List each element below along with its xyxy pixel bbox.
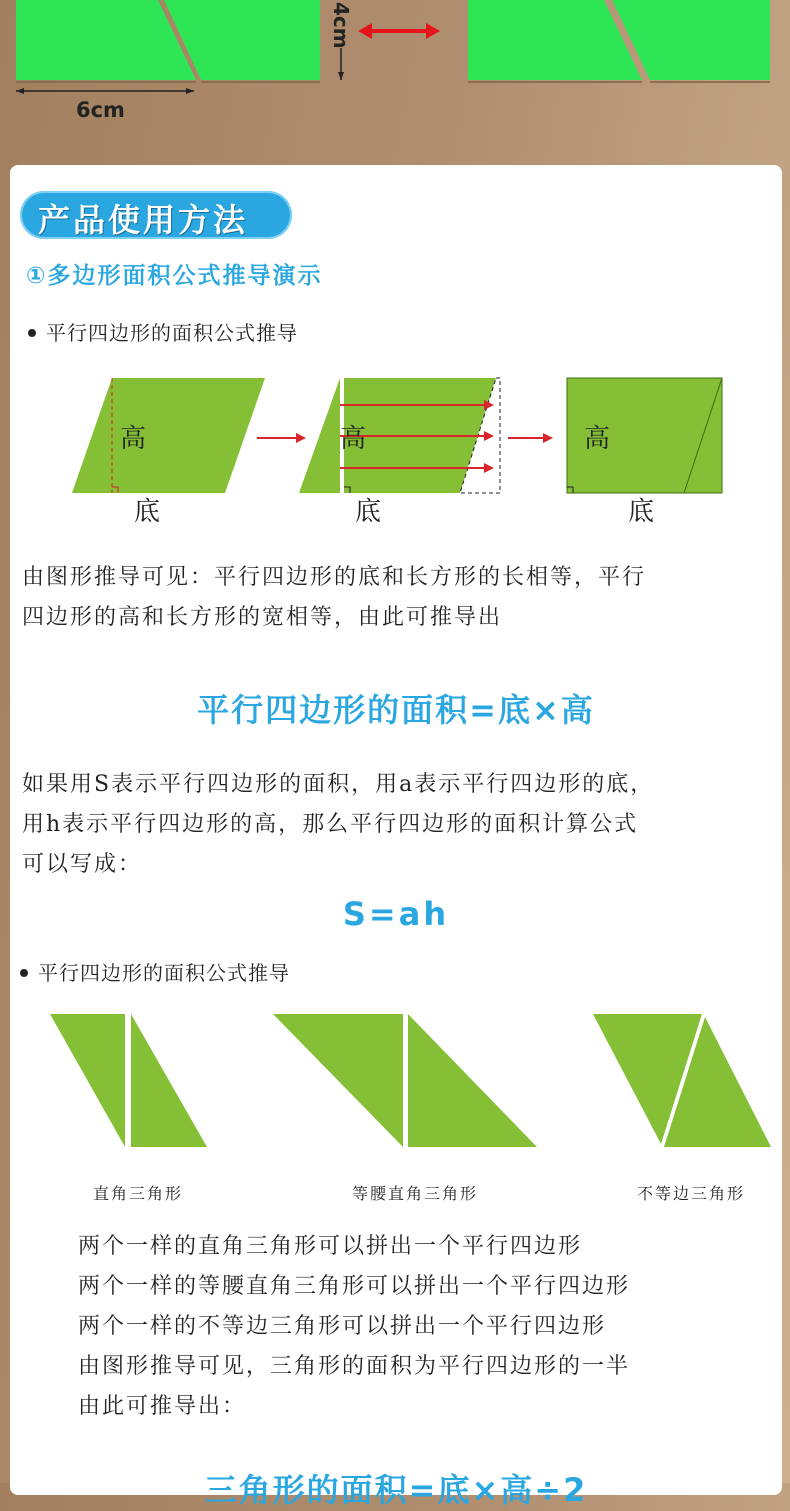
fig3-base-label: 底 (628, 497, 655, 527)
fig3-height-label: 高 (584, 424, 611, 454)
usage-card (10, 165, 782, 1509)
right-shape-piece-1 (468, 0, 642, 80)
paragraph-2 (22, 765, 654, 885)
parallelogram-derivation-diagram (10, 365, 782, 535)
fig2-height-label: 高 (340, 424, 367, 454)
parallelogram-area-formula: 平行四边形的面积=底×高 (197, 691, 595, 729)
right-triangle-1 (50, 1014, 125, 1147)
paragraph-1-line-2: 四边形的高和长方形的宽相等，由此可推导出 (22, 605, 503, 630)
top-illustration (0, 0, 790, 165)
left-shape-piece-1 (16, 0, 196, 80)
paragraph-2-line-1: 如果用S表示平行四边形的面积，用a表示平行四边形的底， (22, 772, 655, 797)
triangles-line-3: 两个一样的不等边三角形可以拼出一个平行四边形 (78, 1314, 607, 1339)
width-label: 6cm (76, 98, 125, 122)
cut-triangle (299, 378, 340, 493)
parallelogram-shape (72, 378, 265, 493)
fig2-base-label: 底 (355, 497, 382, 527)
paragraph-1 (22, 558, 646, 638)
triangles-diagram (10, 1005, 782, 1155)
triangle-area-formula: 三角形的面积=底×高÷2 (204, 1471, 588, 1509)
isosceles-triangle-2 (408, 1014, 537, 1147)
triangles-line-1: 两个一样的直角三角形可以拼出一个平行四边形 (78, 1234, 583, 1259)
right-triangle-label: 直角三角形 (93, 1184, 184, 1203)
fig1-height-label: 高 (120, 424, 147, 454)
right-triangle-2 (131, 1014, 207, 1147)
section-title-pill (20, 191, 292, 239)
triangles-paragraph (78, 1227, 630, 1427)
paragraph-1-line-1: 由图形推导可见：平行四边形的底和长方形的长相等，平行 (22, 565, 647, 590)
triangles-bullet: 平行四边形的面积公式推导 (20, 957, 290, 986)
section-title: 产品使用方法 (38, 201, 249, 239)
triangles-line-5: 由此可推导出： (78, 1394, 247, 1419)
triangles-line-4: 由图形推导可见，三角形的面积为平行四边形的一半 (78, 1354, 631, 1379)
scalene-triangle-label: 不等边三角形 (637, 1184, 746, 1203)
fig1-base-label: 底 (134, 497, 161, 527)
section-subtitle: ①多边形面积公式推导演示 (26, 263, 323, 289)
cut-shapes-svg (0, 0, 790, 165)
height-label: 4cm (329, 2, 353, 49)
paragraph-2-line-3: 可以写成： (22, 852, 143, 877)
parallelogram-bullet: 平行四边形的面积公式推导 (28, 317, 298, 346)
sah-formula: S=ah (342, 895, 450, 933)
isosceles-right-triangle-label: 等腰直角三角形 (352, 1184, 479, 1203)
isosceles-triangle-1 (273, 1014, 403, 1147)
triangles-line-2: 两个一样的等腰直角三角形可以拼出一个平行四边形 (78, 1274, 631, 1299)
paragraph-2-line-2: 用h表示平行四边形的高，那么平行四边形的面积计算公式 (22, 812, 639, 837)
